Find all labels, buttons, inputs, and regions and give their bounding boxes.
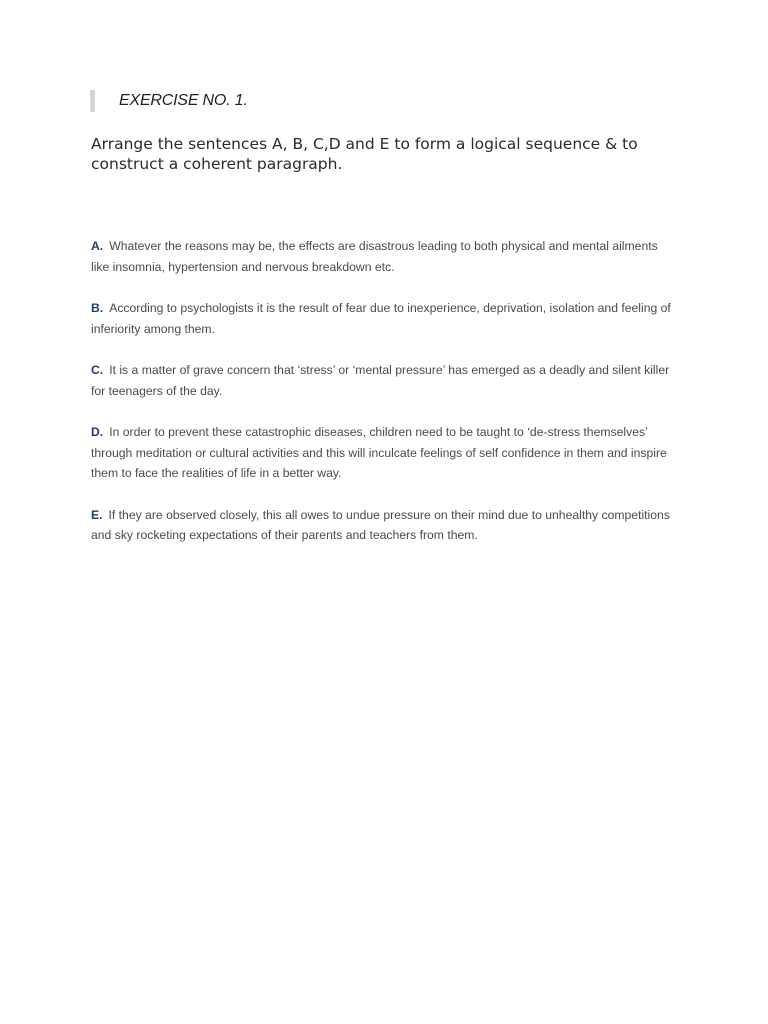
heading-accent-bar	[90, 90, 95, 112]
exercise-heading	[90, 88, 248, 114]
sentence-d	[91, 422, 671, 484]
sentence-a	[91, 236, 671, 277]
sentence-letter: A.	[91, 239, 104, 253]
sentence-c	[91, 360, 671, 401]
sentence-b	[91, 298, 671, 339]
sentence-letter: B.	[91, 301, 104, 315]
sentence-e	[91, 505, 671, 546]
sentence-text: If they are observed closely, this all owes to undue pressure on their mind due to unhealthy competitions and sky rocketing expectations of their parents and teachers from them.	[91, 507, 670, 542]
sentence-list	[91, 236, 671, 567]
sentence-text: It is a matter of grave concern that ‘stress’ or ‘mental pressure’ has emerged as a deadly and silent killer for teenagers of the day.	[91, 363, 670, 398]
sentence-letter: C.	[91, 363, 104, 377]
sentence-letter: D.	[91, 425, 104, 439]
sentence-text: According to psychologists it is the result of fear due to inexperience, deprivation, isolation and feeling of inferiority among them.	[91, 301, 671, 336]
sentence-text: In order to prevent these catastrophic diseases, children need to be taught to ‘de-stress themselves’ through meditation or cultural activities and this will inculcate feelings of self confidence in them and inspire them to face the realities of life in a better way.	[91, 425, 667, 480]
sentence-letter: E.	[91, 507, 103, 522]
exercise-title: EXERCISE NO. 1.	[119, 92, 248, 109]
instruction-text: Arrange the sentences A, B, C,D and E to form a logical sequence & to construct a coherent paragraph.	[91, 135, 638, 173]
sentence-text: Whatever the reasons may be, the effects are disastrous leading to both physical and mental ailments like insomnia, hypertension and nervous breakdown etc.	[91, 239, 658, 274]
